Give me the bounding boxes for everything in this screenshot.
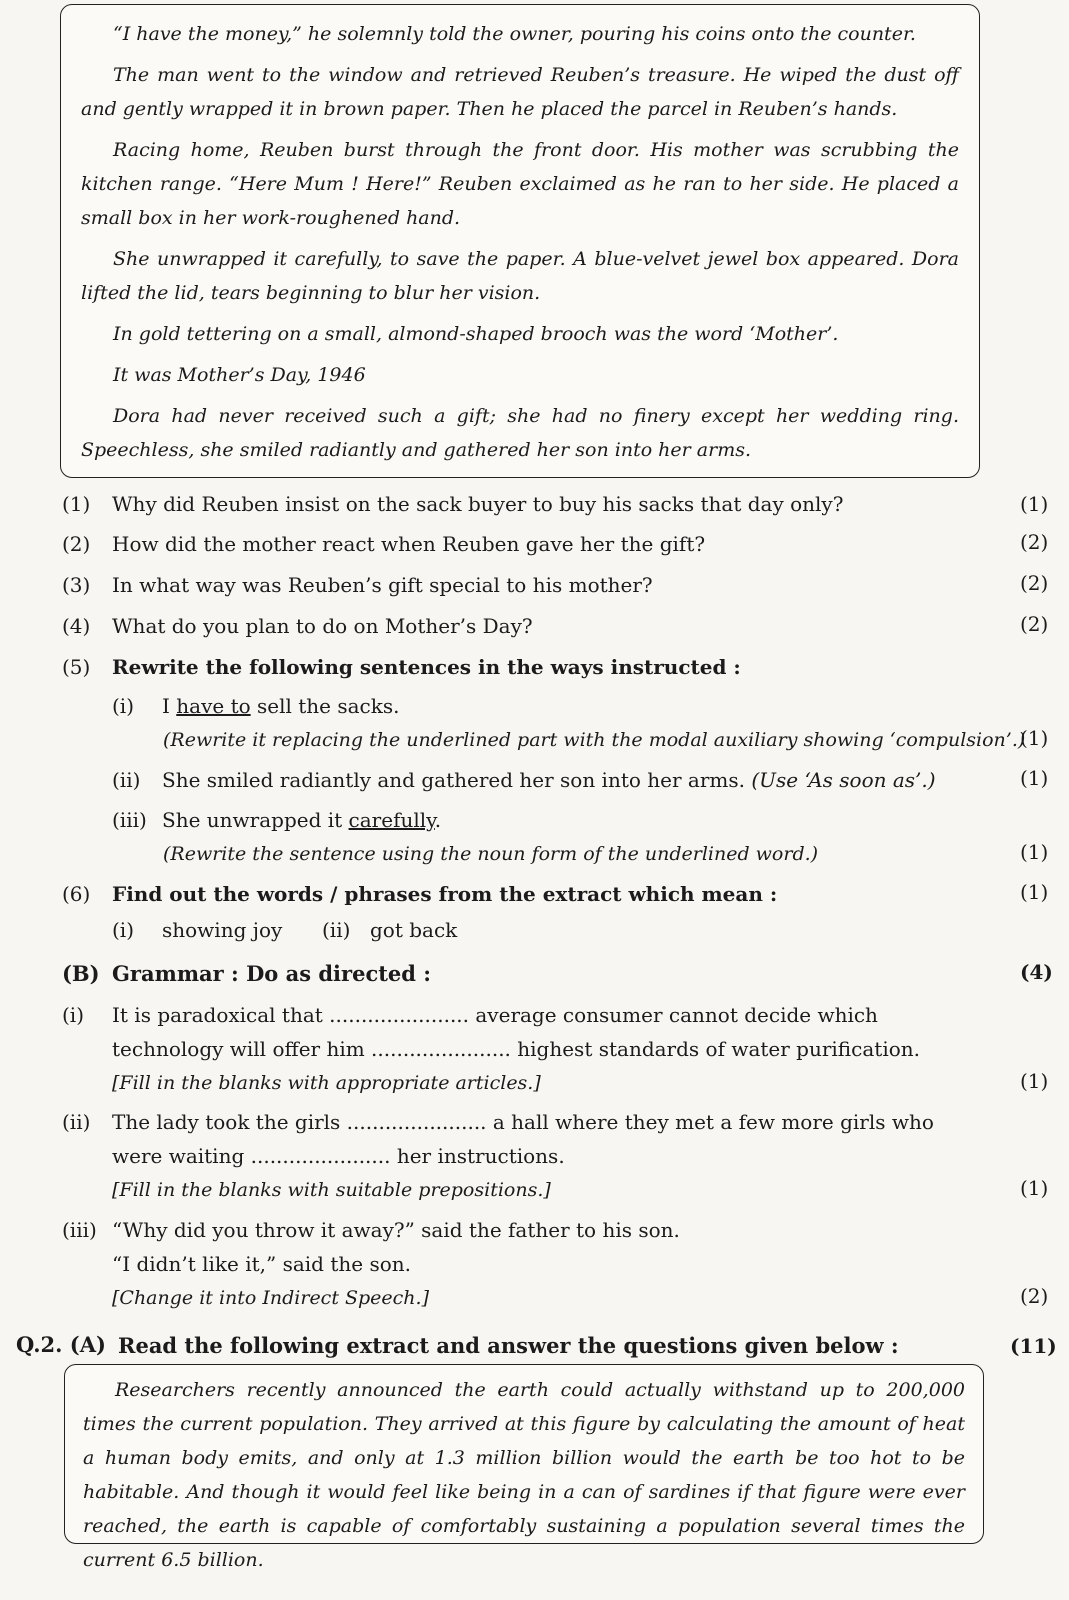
sub-number: (i)	[112, 918, 135, 942]
marks: (1)	[1020, 766, 1049, 790]
question-number: (1)	[62, 492, 91, 516]
sub-question-text: She smiled radiantly and gathered her son into her arms. (Use ‘As soon as’.)	[162, 768, 936, 792]
instruction: (Rewrite it replacing the underlined part with the modal auxiliary showing ‘compulsion’.)	[163, 729, 1026, 751]
grammar-line: “Why did you throw it away?” said the father to his son.	[112, 1218, 680, 1242]
question-heading: Rewrite the following sentences in the ways instructed :	[112, 655, 741, 679]
marks: (1)	[1020, 1069, 1049, 1093]
underlined-word: have to	[176, 694, 251, 718]
sub-number: (ii)	[112, 768, 141, 792]
extract-box-2	[64, 1364, 984, 1571]
sub-number: (ii)	[62, 1110, 91, 1134]
section-heading: Read the following extract and answer the questions given below :	[118, 1333, 899, 1358]
sub-number: (i)	[62, 1003, 85, 1027]
sub-number: (ii)	[322, 918, 351, 942]
instruction: [Fill in the blanks with appropriate articles.]	[112, 1072, 541, 1094]
sub-question-text: She unwrapped it carefully.	[162, 808, 442, 832]
word-meaning: got back	[370, 918, 458, 942]
instruction: (Rewrite the sentence using the noun form of the underlined word.)	[163, 843, 819, 865]
instruction: (Use ‘As soon as’.)	[751, 768, 936, 792]
marks: (2)	[1020, 530, 1049, 554]
section-label: Q.2. (A)	[16, 1332, 106, 1357]
question-number: (5)	[62, 655, 91, 679]
grammar-line: The lady took the girls ...................... a hall where they met a few more girls who	[112, 1110, 934, 1134]
marks: (1)	[1020, 840, 1049, 864]
marks: (2)	[1020, 571, 1049, 595]
instruction: [Fill in the blanks with suitable prepositions.]	[112, 1179, 551, 1201]
question-heading: Find out the words / phrases from the extract which mean :	[112, 882, 778, 906]
grammar-line: were waiting ...................... her instructions.	[112, 1144, 565, 1168]
grammar-line: It is paradoxical that ...................... average consumer cannot decide which	[112, 1003, 878, 1027]
marks: (1)	[1020, 880, 1049, 904]
marks: (1)	[1020, 1176, 1049, 1200]
question-number: (6)	[62, 882, 91, 906]
sub-number: (iii)	[62, 1218, 97, 1242]
question-text: How did the mother react when Reuben gave her the gift?	[112, 532, 706, 556]
question-text: What do you plan to do on Mother’s Day?	[112, 614, 533, 638]
underlined-word: carefully	[348, 808, 435, 832]
grammar-line: “I didn’t like it,” said the son.	[112, 1252, 411, 1276]
section-label: (B)	[62, 961, 100, 986]
question-number: (2)	[62, 532, 91, 556]
instruction: [Change it into Indirect Speech.]	[112, 1287, 429, 1309]
marks: (1)	[1020, 492, 1049, 516]
extract-paragraph: Dora had never received such a gift; she had no finery except her wedding ring. Speechless, she smiled radiantly and gathered her son into her arms.	[81, 405, 959, 461]
marks: (11)	[1010, 1334, 1057, 1358]
sub-question-text: I have to sell the sacks.	[162, 694, 400, 718]
marks: (2)	[1020, 612, 1049, 636]
extract-paragraph: She unwrapped it carefully, to save the paper. A blue-velvet jewel box appeared. Dora lifted the lid, tears beginning to blur her vision.	[81, 248, 959, 304]
extract-paragraph: It was Mother’s Day, 1946	[113, 364, 366, 386]
question-number: (4)	[62, 614, 91, 638]
sub-number: (i)	[112, 694, 135, 718]
extract-paragraph: Racing home, Reuben burst through the front door. His mother was scrubbing the kitchen range. “Here Mum ! Here!” Reuben exclaimed as he ran to her side. He placed a small box in her work-roughened hand.	[81, 139, 959, 229]
extract-paragraph: In gold tettering on a small, almond-shaped brooch was the word ‘Mother’.	[113, 323, 839, 345]
marks: (4)	[1020, 960, 1053, 984]
sub-number: (iii)	[112, 808, 147, 832]
section-heading: Grammar : Do as directed :	[112, 961, 432, 986]
question-text: Why did Reuben insist on the sack buyer to buy his sacks that day only?	[112, 492, 844, 516]
extract-box	[60, 4, 980, 478]
extract-paragraph: “I have the money,” he solemnly told the owner, pouring his coins onto the counter.	[113, 23, 916, 45]
marks: (1)	[1020, 726, 1049, 750]
question-text: In what way was Reuben’s gift special to his mother?	[112, 573, 653, 597]
extract-paragraph: The man went to the window and retrieved Reuben’s treasure. He wiped the dust off and gently wrapped it in brown paper. Then he placed the parcel in Reuben’s hands.	[81, 64, 959, 120]
marks: (2)	[1020, 1284, 1049, 1308]
extract-paragraph: Researchers recently announced the earth could actually withstand up to 200,000 times the current population. They arrived at this figure by calculating the amount of heat a human body emits, and only at 1.3 million billion would the earth be too hot to be habitable. And though it would feel like being in a can of sardines if that figure were ever reached, the earth is capable of comfortably sustaining a population several times the current 6.5 billion.	[83, 1379, 965, 1571]
grammar-line: technology will offer him ...................... highest standards of water purification.	[112, 1037, 920, 1061]
word-meaning: showing joy	[162, 918, 283, 942]
question-number: (3)	[62, 573, 91, 597]
